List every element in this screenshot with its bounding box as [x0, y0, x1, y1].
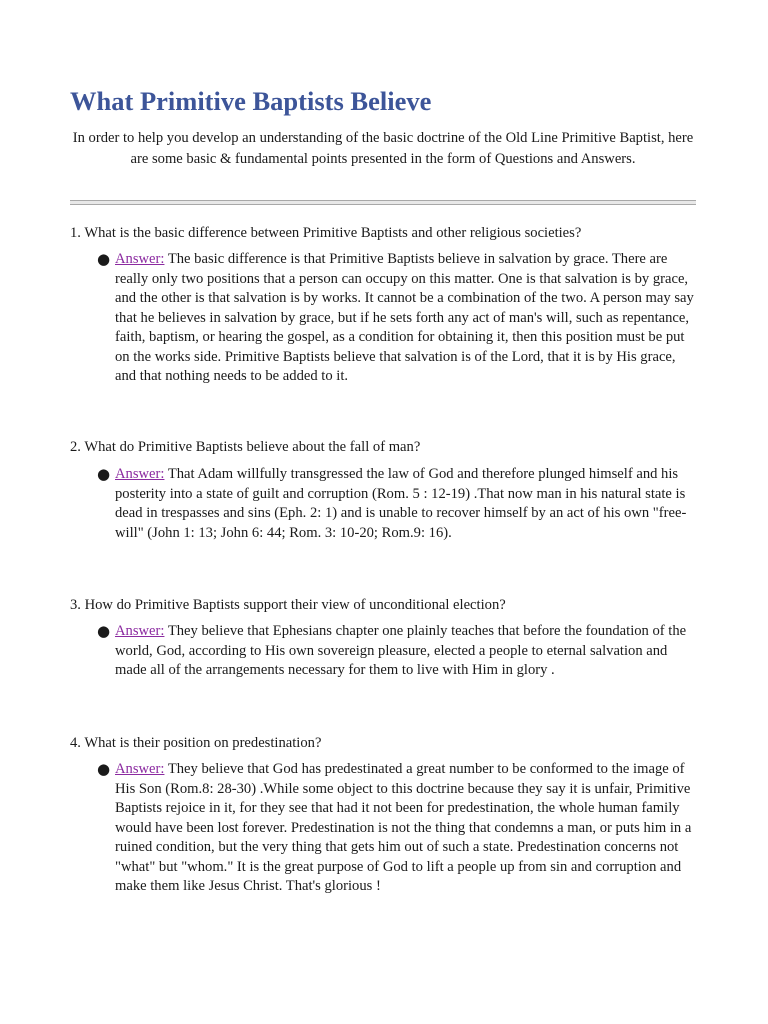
answer-body-2: That Adam willfully transgressed the law of God and therefore plunged himself and his posterity into a state of guilt and corruption (Rom. 5 : 12-19) .That now man in his natural state is dead in trespasses and sins (Eph. 2: 1) and is unable to recover himself by an act of his own "free-will" (John 1: 13; John 6: 44; Rom. 3: 10-20; Rom.9: 16). [115, 466, 687, 541]
answer-link-3[interactable]: Answer: [115, 623, 165, 639]
answer-body-1: The basic difference is that Primitive Baptists believe in salvation by grace. There are really only two positions that a person can occupy on this matter. One is that salvation is by grace, and the other is that salvation is by works. It cannot be a combination of the two. A person may say that he believes in salvation by grace, but if he sets forth any act of man's will, such as repentance, faith, baptism, or hearing the gospel, as a condition for obtaining it, then this position must be put on the works side. Primitive Baptists believe that salvation is of the Lord, that it is by His grace, and that nothing needs to be added to it. [115, 251, 694, 384]
answer-text-1 [115, 250, 699, 387]
question-2: 2. What do Primitive Baptists believe about the fall of man? [70, 439, 421, 455]
answer-link-1[interactable]: Answer: [115, 251, 165, 267]
question-4: 4. What is their position on predestination? [70, 735, 322, 751]
question-3: 3. How do Primitive Baptists support their view of unconditional election? [70, 597, 506, 613]
answer-item-4 [97, 760, 699, 897]
answer-link-2[interactable]: Answer: [115, 466, 165, 482]
bullet-icon: ● [97, 250, 111, 268]
answer-text-3 [115, 622, 699, 681]
question-1: 1. What is the basic difference between Primitive Baptists and other religious societies? [70, 225, 582, 241]
bullet-icon: ● [97, 760, 111, 778]
page-title: What Primitive Baptists Believe [70, 86, 432, 116]
answer-item-2 [97, 465, 699, 543]
answer-body-3: They believe that Ephesians chapter one plainly teaches that before the foundation of the world, God, according to His own sovereign pleasure, elected a people to eternal salvation and made all of the arrangements necessary for them to live with Him in glory . [115, 623, 687, 678]
bullet-icon: ● [97, 465, 111, 483]
answer-item-1 [97, 250, 699, 387]
horizontal-divider [70, 200, 696, 205]
answer-text-4 [115, 760, 699, 897]
intro-paragraph: In order to help you develop an understanding of the basic doctrine of the Old Line Primitive Baptist, here are some basic & fundamental points presented in the form of Questions and Answers. [72, 130, 694, 167]
bullet-icon: ● [97, 622, 111, 640]
answer-link-4[interactable]: Answer: [115, 761, 165, 777]
answer-item-3 [97, 622, 699, 681]
answer-text-2 [115, 465, 699, 543]
answer-body-4: They believe that God has predestinated a great number to be conformed to the image of His Son (Rom.8: 28-30) .While some object to this doctrine because they say it is unfair, Primitive Baptists rejoice in it, for they see that had it not been for predestination, the whole human family would have been lost forever. Predestination is not the thing that condemns a man, or puts him in a ruined condition, but the very thing that gets him out of such a state. Predestination concerns not "what" but "whom." It is the great purpose of God to lift a people up from sin and corruption and make them like Jesus Christ. That's glorious ! [115, 761, 692, 894]
